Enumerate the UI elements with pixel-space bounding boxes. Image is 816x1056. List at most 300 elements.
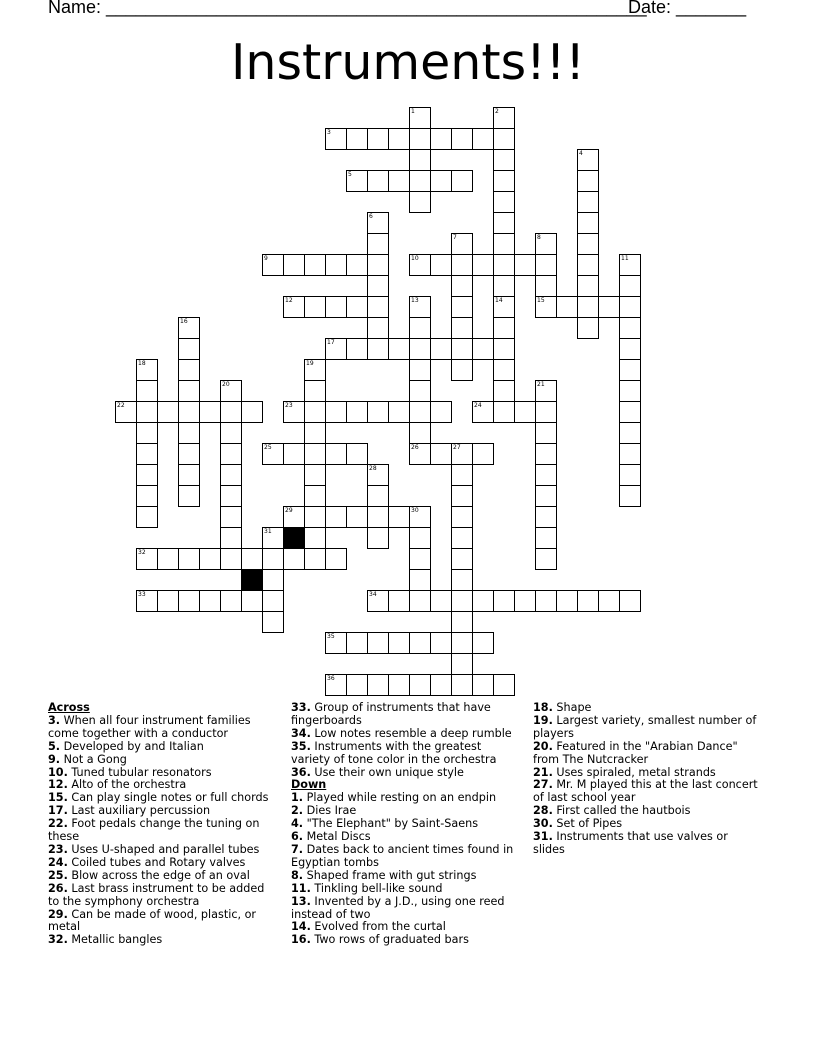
grid-cell[interactable] (367, 233, 389, 255)
grid-cell[interactable] (409, 317, 431, 339)
clues-column-1 (48, 702, 278, 947)
grid-cell[interactable] (451, 128, 473, 150)
grid-cell[interactable] (304, 506, 326, 528)
grid-cell[interactable] (493, 128, 515, 150)
clue-number-label: 4. (291, 817, 304, 831)
grid-cell[interactable] (493, 317, 515, 339)
grid-cell[interactable] (304, 548, 326, 570)
clue-number: 4 (579, 150, 583, 157)
grid-cell[interactable] (493, 359, 515, 381)
grid-cell[interactable] (514, 401, 536, 423)
grid-cell[interactable] (535, 527, 557, 549)
grid-cell[interactable] (598, 296, 620, 318)
down-clue (291, 934, 521, 947)
grid-cell[interactable] (262, 527, 284, 549)
grid-cell[interactable] (304, 254, 326, 276)
grid-cell[interactable] (367, 338, 389, 360)
grid-cell[interactable] (346, 128, 368, 150)
across-clue-list-continued (291, 702, 521, 779)
grid-cell[interactable] (178, 401, 200, 423)
grid-cell[interactable] (535, 548, 557, 570)
clue-number: 5 (348, 171, 352, 178)
grid-cell[interactable] (409, 254, 431, 276)
grid-cell[interactable] (367, 254, 389, 276)
grid-cell[interactable] (367, 275, 389, 297)
grid-cell[interactable] (178, 359, 200, 381)
date-field-label: Date: _______ (628, 0, 747, 17)
grid-cell[interactable] (325, 674, 347, 696)
grid-cell[interactable] (346, 254, 368, 276)
grid-cell[interactable] (241, 401, 263, 423)
clue-text: Developed by and Italian (63, 739, 204, 753)
grid-cell[interactable] (388, 674, 410, 696)
grid-cell[interactable] (304, 485, 326, 507)
grid-cell[interactable] (535, 464, 557, 486)
clue-text: Metal Discs (306, 830, 371, 844)
grid-cell[interactable] (472, 632, 494, 654)
grid-cell[interactable] (577, 296, 599, 318)
grid-cell[interactable] (430, 443, 452, 465)
grid-cell[interactable] (451, 527, 473, 549)
clue-number-label: 10. (48, 765, 68, 779)
grid-cell[interactable] (451, 464, 473, 486)
grid-cell[interactable] (535, 485, 557, 507)
clue-number: 10 (411, 255, 419, 262)
grid-cell[interactable] (388, 338, 410, 360)
clue-number-label: 12. (48, 778, 68, 792)
grid-cell[interactable] (409, 149, 431, 171)
grid-cell[interactable] (619, 443, 641, 465)
grid-cell[interactable] (409, 338, 431, 360)
clue-number: 17 (327, 339, 335, 346)
grid-cell[interactable] (367, 527, 389, 549)
clue-number: 6 (369, 213, 373, 220)
grid-cell[interactable] (325, 296, 347, 318)
grid-cell[interactable] (115, 401, 137, 423)
grid-cell[interactable] (346, 632, 368, 654)
grid-cell[interactable] (346, 443, 368, 465)
grid-cell[interactable] (451, 485, 473, 507)
down-clue (533, 715, 763, 741)
grid-cell[interactable] (577, 275, 599, 297)
clue-text: Shape (556, 701, 592, 714)
grid-cell[interactable] (409, 128, 431, 150)
grid-cell[interactable] (409, 296, 431, 318)
grid-cell[interactable] (325, 254, 347, 276)
grid-cell[interactable] (388, 506, 410, 528)
grid-cell[interactable] (451, 443, 473, 465)
clue-number: 29 (285, 507, 293, 514)
clue-text: Tuned tubular resonators (71, 765, 212, 779)
grid-cell[interactable] (619, 338, 641, 360)
grid-cell[interactable] (535, 233, 557, 255)
grid-cell[interactable] (619, 359, 641, 381)
name-field-label: Name: ______________________________________________________ (48, 0, 647, 17)
clue-number: 30 (411, 507, 419, 514)
clue-text: Foot pedals change the tuning on these (48, 817, 260, 844)
grid-cell[interactable] (451, 359, 473, 381)
clue-text: Two rows of graduated bars (314, 933, 469, 947)
grid-cell[interactable] (136, 380, 158, 402)
grid-cell[interactable] (178, 464, 200, 486)
grid-cell[interactable] (136, 548, 158, 570)
grid-cell[interactable] (451, 674, 473, 696)
grid-cell[interactable] (304, 464, 326, 486)
grid-cell[interactable] (262, 569, 284, 591)
grid-cell[interactable] (493, 107, 515, 129)
grid-cell[interactable] (304, 359, 326, 381)
grid-cell[interactable] (283, 548, 305, 570)
grid-cell[interactable] (178, 443, 200, 465)
grid-cell[interactable] (493, 380, 515, 402)
grid-cell[interactable] (451, 611, 473, 633)
grid-cell[interactable] (262, 254, 284, 276)
clue-text: Tinkling bell-like sound (314, 881, 443, 895)
grid-cell[interactable] (367, 170, 389, 192)
grid-cell[interactable] (451, 569, 473, 591)
grid-cell[interactable] (304, 443, 326, 465)
clue-number: 24 (474, 402, 482, 409)
grid-cell[interactable] (577, 317, 599, 339)
clue-text: Last auxiliary percussion (71, 804, 211, 818)
grid-cell[interactable] (409, 359, 431, 381)
grid-cell[interactable] (178, 317, 200, 339)
grid-cell[interactable] (535, 275, 557, 297)
grid-cell[interactable] (472, 128, 494, 150)
grid-cell[interactable] (472, 254, 494, 276)
grid-cell[interactable] (367, 212, 389, 234)
clue-text: Instruments that use valves or slides (533, 830, 728, 856)
grid-cell[interactable] (577, 170, 599, 192)
grid-cell[interactable] (451, 275, 473, 297)
grid-cell[interactable] (283, 506, 305, 528)
grid-cell[interactable] (409, 506, 431, 528)
clue-number: 22 (117, 402, 125, 409)
clue-number: 2 (495, 108, 499, 115)
grid-cell[interactable] (262, 611, 284, 633)
grid-cell[interactable] (304, 422, 326, 444)
clue-text: Can be made of wood, plastic, or metal (48, 907, 257, 934)
grid-cell[interactable] (430, 632, 452, 654)
clue-number-label: 23. (48, 842, 68, 856)
clue-number: 18 (138, 360, 146, 367)
grid-cell[interactable] (451, 254, 473, 276)
clue-number-label: 20. (533, 739, 553, 753)
grid-cell[interactable] (409, 443, 431, 465)
grid-cell[interactable] (556, 296, 578, 318)
grid-cell[interactable] (535, 380, 557, 402)
grid-cell[interactable] (220, 443, 242, 465)
grid-cell[interactable] (136, 506, 158, 528)
grid-cell[interactable] (472, 590, 494, 612)
grid-cell[interactable] (388, 590, 410, 612)
grid-cell[interactable] (178, 338, 200, 360)
across-clue (48, 883, 278, 909)
grid-cell[interactable] (493, 170, 515, 192)
grid-cell[interactable] (346, 338, 368, 360)
grid-cell[interactable] (619, 254, 641, 276)
clue-number-label: 26. (48, 881, 68, 895)
clue-text: Group of instruments that have fingerboards (291, 701, 491, 727)
grid-cell[interactable] (619, 401, 641, 423)
grid-cell[interactable] (220, 422, 242, 444)
grid-cell[interactable] (451, 296, 473, 318)
grid-cell[interactable] (367, 464, 389, 486)
grid-cell[interactable] (220, 548, 242, 570)
grid-cell[interactable] (388, 170, 410, 192)
clue-text: Largest variety, smallest number of players (533, 713, 757, 740)
grid-cell[interactable] (619, 485, 641, 507)
clue-number-label: 3. (48, 713, 61, 727)
clue-number: 16 (180, 318, 188, 325)
grid-cell[interactable] (199, 401, 221, 423)
grid-cell[interactable] (493, 401, 515, 423)
grid-cell[interactable] (220, 464, 242, 486)
grid-cell[interactable] (178, 548, 200, 570)
grid-cell[interactable] (367, 128, 389, 150)
grid-cell[interactable] (430, 170, 452, 192)
grid-cell[interactable] (535, 506, 557, 528)
grid-cell[interactable] (325, 506, 347, 528)
grid-cell[interactable] (535, 401, 557, 423)
grid-cell[interactable] (136, 359, 158, 381)
grid-cell[interactable] (409, 590, 431, 612)
grid-cell[interactable] (409, 674, 431, 696)
grid-cell[interactable] (262, 548, 284, 570)
grid-cell[interactable] (157, 401, 179, 423)
grid-cell[interactable] (220, 506, 242, 528)
grid-cell[interactable] (493, 590, 515, 612)
grid-cell[interactable] (535, 590, 557, 612)
grid-cell[interactable] (619, 317, 641, 339)
clue-number-label: 9. (48, 752, 61, 766)
grid-cell[interactable] (493, 254, 515, 276)
grid-cell[interactable] (241, 548, 263, 570)
grid-cell[interactable] (619, 380, 641, 402)
grid-cell[interactable] (430, 338, 452, 360)
grid-cell[interactable] (346, 506, 368, 528)
grid-cell[interactable] (283, 296, 305, 318)
grid-cell[interactable] (325, 443, 347, 465)
grid-cell[interactable] (577, 233, 599, 255)
grid-cell[interactable] (535, 296, 557, 318)
clue-number-label: 2. (291, 804, 304, 818)
grid-cell[interactable] (136, 422, 158, 444)
grid-cell[interactable] (325, 548, 347, 570)
clue-text: Last brass instrument to be added to the symphony orchestra (48, 881, 265, 908)
grid-cell[interactable] (283, 401, 305, 423)
grid-cell[interactable] (619, 590, 641, 612)
grid-cell[interactable] (514, 590, 536, 612)
grid-cell[interactable] (136, 401, 158, 423)
clue-number-label: 25. (48, 868, 68, 882)
grid-cell[interactable] (451, 653, 473, 675)
grid-cell[interactable] (598, 590, 620, 612)
grid-cell[interactable] (409, 401, 431, 423)
clue-number-label: 35. (291, 739, 311, 753)
grid-cell[interactable] (472, 443, 494, 465)
clue-number: 20 (222, 381, 230, 388)
grid-cell[interactable] (451, 233, 473, 255)
grid-cell[interactable] (157, 548, 179, 570)
grid-cell[interactable] (304, 401, 326, 423)
grid-cell[interactable] (493, 149, 515, 171)
grid-cell[interactable] (346, 296, 368, 318)
grid-cell[interactable] (136, 464, 158, 486)
grid-cell[interactable] (451, 317, 473, 339)
grid-cell[interactable] (136, 590, 158, 612)
grid-cell[interactable] (493, 191, 515, 213)
grid-cell[interactable] (304, 527, 326, 549)
grid-cell[interactable] (325, 401, 347, 423)
grid-cell[interactable] (325, 632, 347, 654)
grid-cell[interactable] (451, 590, 473, 612)
grid-cell[interactable] (451, 548, 473, 570)
clue-text: First called the hautbois (556, 804, 691, 818)
grid-cell[interactable] (220, 401, 242, 423)
grid-cell[interactable] (493, 338, 515, 360)
down-clue (533, 779, 763, 805)
grid-cell[interactable] (409, 569, 431, 591)
grid-cell[interactable] (220, 485, 242, 507)
grid-cell[interactable] (619, 296, 641, 318)
clue-number-label: 1. (291, 791, 304, 805)
grid-cell[interactable] (136, 485, 158, 507)
clue-number-label: 5. (48, 739, 61, 753)
grid-cell[interactable] (409, 191, 431, 213)
grid-cell[interactable] (325, 128, 347, 150)
clue-number-label: 30. (533, 817, 553, 831)
grid-cell[interactable] (178, 380, 200, 402)
grid-cell[interactable] (493, 233, 515, 255)
grid-cell[interactable] (157, 590, 179, 612)
grid-cell[interactable] (493, 212, 515, 234)
grid-cell[interactable] (178, 590, 200, 612)
grid-cell[interactable] (241, 590, 263, 612)
grid-cell[interactable] (199, 548, 221, 570)
grid-cell[interactable] (577, 590, 599, 612)
grid-cell[interactable] (283, 443, 305, 465)
clue-number: 25 (264, 444, 272, 451)
grid-cell[interactable] (409, 107, 431, 129)
clue-number-label: 18. (533, 701, 553, 714)
grid-cell[interactable] (493, 674, 515, 696)
grid-cell[interactable] (367, 485, 389, 507)
grid-cell[interactable] (304, 296, 326, 318)
grid-cell[interactable] (493, 296, 515, 318)
grid-cell[interactable] (619, 464, 641, 486)
grid-cell[interactable] (430, 674, 452, 696)
grid-cell[interactable] (262, 443, 284, 465)
grid-cell[interactable] (388, 128, 410, 150)
grid-cell[interactable] (430, 401, 452, 423)
grid-cell[interactable] (514, 254, 536, 276)
grid-cell[interactable] (493, 275, 515, 297)
grid-cell[interactable] (220, 380, 242, 402)
grid-cell[interactable] (283, 254, 305, 276)
clue-text: Can play single notes or full chords (71, 791, 269, 805)
grid-cell[interactable] (346, 674, 368, 696)
clue-text: Dates back to ancient times found in Egyptian tombs (291, 842, 514, 869)
grid-cell[interactable] (346, 401, 368, 423)
grid-cell[interactable] (388, 632, 410, 654)
grid-cell[interactable] (451, 170, 473, 192)
grid-cell[interactable] (199, 590, 221, 612)
clue-number-label: 11. (291, 881, 311, 895)
grid-cell[interactable] (367, 590, 389, 612)
grid-cell[interactable] (325, 338, 347, 360)
grid-cell[interactable] (304, 380, 326, 402)
clues-column-3 (533, 702, 763, 857)
grid-cell[interactable] (451, 632, 473, 654)
grid-cell[interactable] (430, 254, 452, 276)
grid-cell[interactable] (262, 590, 284, 612)
grid-cell[interactable] (409, 170, 431, 192)
grid-cell[interactable] (367, 401, 389, 423)
clue-text: Coiled tubes and Rotary valves (71, 855, 246, 869)
grid-cell[interactable] (409, 632, 431, 654)
grid-cell[interactable] (409, 422, 431, 444)
grid-cell[interactable] (577, 149, 599, 171)
grid-cell[interactable] (535, 422, 557, 444)
grid-cell[interactable] (346, 170, 368, 192)
grid-cell[interactable] (220, 590, 242, 612)
grid-cell[interactable] (451, 338, 473, 360)
grid-cell[interactable] (388, 401, 410, 423)
grid-cell[interactable] (430, 590, 452, 612)
grid-cell[interactable] (472, 338, 494, 360)
grid-cell[interactable] (577, 212, 599, 234)
clue-number: 21 (537, 381, 545, 388)
grid-cell[interactable] (409, 380, 431, 402)
grid-cell[interactable] (136, 443, 158, 465)
grid-cell[interactable] (577, 254, 599, 276)
grid-cell[interactable] (619, 275, 641, 297)
clue-number: 14 (495, 297, 503, 304)
grid-cell[interactable] (367, 506, 389, 528)
black-square (241, 569, 263, 591)
grid-cell[interactable] (220, 527, 242, 549)
grid-cell[interactable] (472, 401, 494, 423)
grid-cell[interactable] (367, 317, 389, 339)
clue-text: Uses U-shaped and parallel tubes (71, 842, 260, 856)
grid-cell[interactable] (409, 527, 431, 549)
clue-number: 34 (369, 591, 377, 598)
grid-cell[interactable] (619, 422, 641, 444)
grid-cell[interactable] (556, 590, 578, 612)
grid-cell[interactable] (367, 632, 389, 654)
clue-number: 28 (369, 465, 377, 472)
grid-cell[interactable] (367, 296, 389, 318)
clue-number-label: 6. (291, 830, 304, 844)
grid-cell[interactable] (178, 485, 200, 507)
clue-text: Shaped frame with gut strings (306, 868, 477, 882)
grid-cell[interactable] (430, 128, 452, 150)
grid-cell[interactable] (472, 674, 494, 696)
grid-cell[interactable] (577, 191, 599, 213)
grid-cell[interactable] (451, 506, 473, 528)
grid-cell[interactable] (409, 548, 431, 570)
grid-cell[interactable] (535, 443, 557, 465)
grid-cell[interactable] (535, 254, 557, 276)
grid-cell[interactable] (178, 422, 200, 444)
clue-text: Not a Gong (63, 752, 127, 766)
clue-text: Dies Irae (306, 804, 357, 818)
clue-number: 11 (621, 255, 629, 262)
clue-number: 15 (537, 297, 545, 304)
grid-cell[interactable] (367, 674, 389, 696)
clue-number: 13 (411, 297, 419, 304)
